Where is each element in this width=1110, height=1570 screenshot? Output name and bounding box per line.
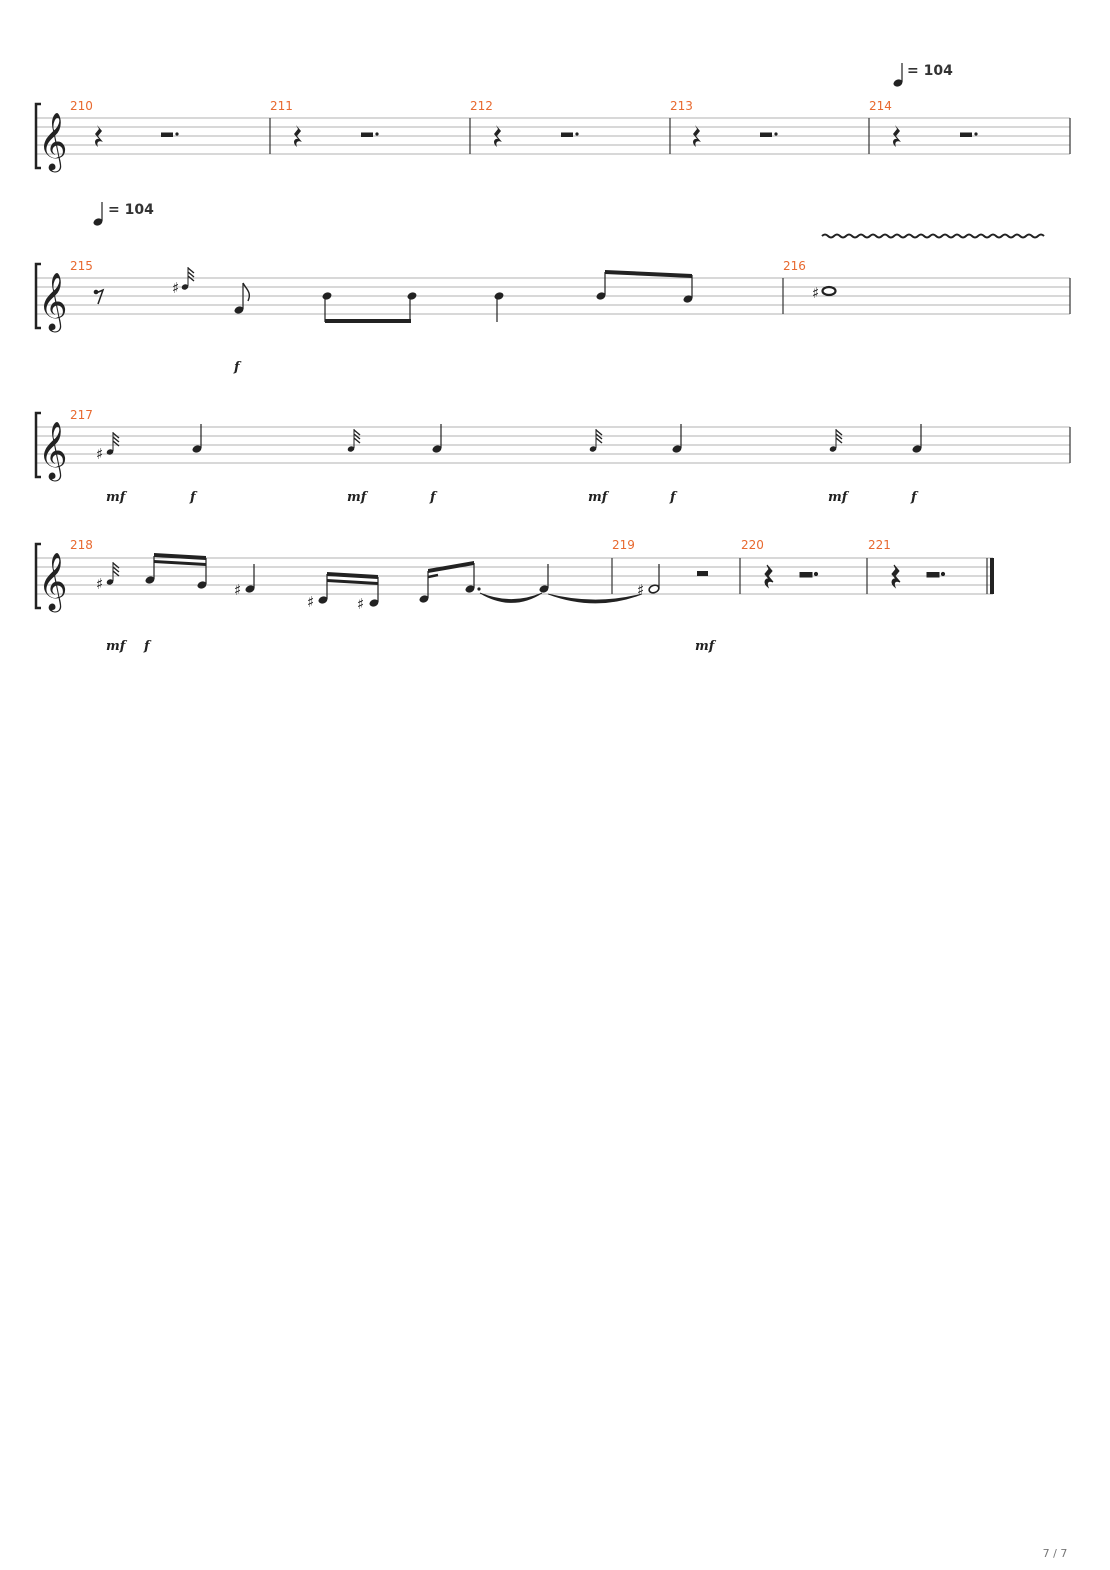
grace-note [96, 432, 119, 463]
staff-lines [36, 118, 1070, 154]
measure-number: 221 [868, 538, 891, 552]
eighth-rest [94, 290, 103, 304]
dynamic-mark: mf [588, 490, 608, 505]
dynamic-mark: mf [828, 490, 848, 505]
half-rest [697, 571, 708, 576]
svg-text:♯: ♯ [96, 575, 104, 593]
beamed-sixteenths [145, 553, 208, 590]
dynamic-mark: f [670, 490, 676, 505]
quarter-note [539, 564, 550, 594]
tempo-text: = 104 [108, 202, 154, 218]
treble-clef: 𝄞 [38, 112, 68, 170]
grace-note [347, 429, 360, 453]
dynamic-mark: f [234, 360, 240, 375]
measure-number: 210 [70, 99, 93, 113]
measure-number: 214 [869, 99, 892, 113]
measure-number: 220 [741, 538, 764, 552]
quarter-note [494, 291, 505, 322]
tie [480, 593, 542, 603]
svg-text:♯: ♯ [812, 284, 820, 302]
measure-number: 218 [70, 538, 93, 552]
system-3 [36, 408, 1070, 505]
treble-clef: 𝄞 [38, 421, 68, 479]
tempo-mark [93, 202, 155, 227]
dynamic-mark: f [144, 639, 150, 654]
beamed-sixteenths [307, 572, 379, 613]
dynamic-mark: f [911, 490, 917, 505]
dynamic-mark: mf [695, 639, 715, 654]
eighth-note [234, 283, 250, 315]
system-1 [36, 63, 1070, 173]
dotted-rhythm [419, 561, 481, 604]
page-number: 7 / 7 [1042, 1547, 1068, 1560]
final-barline [990, 558, 994, 594]
measure-number: 217 [70, 408, 93, 422]
system-4 [36, 538, 994, 654]
staff-lines [36, 278, 1070, 314]
dynamic-mark: mf [347, 490, 367, 505]
grace-note [589, 429, 602, 453]
measure-number: 219 [612, 538, 635, 552]
tempo-mark [893, 63, 954, 88]
svg-text:♯: ♯ [307, 593, 315, 611]
vibrato-line [822, 235, 1044, 238]
tie [548, 594, 642, 603]
dynamic-mark: f [190, 490, 196, 505]
staff-lines [36, 427, 1070, 463]
notes [96, 553, 945, 613]
tempo-text: = 104 [907, 63, 953, 79]
measure-number: 212 [470, 99, 493, 113]
grace-note [829, 429, 842, 453]
svg-text:♯: ♯ [234, 581, 242, 599]
notes [96, 424, 922, 463]
dynamic-mark: mf [106, 490, 126, 505]
dynamic-mark: f [430, 490, 436, 505]
dynamic-mark: mf [106, 639, 126, 654]
quarter-note [672, 424, 683, 454]
svg-text:♯: ♯ [637, 581, 645, 599]
measure-number: 215 [70, 259, 93, 273]
measure-number: 213 [670, 99, 693, 113]
treble-clef: 𝄞 [38, 552, 68, 610]
quarter-note [432, 424, 443, 454]
svg-text:♯: ♯ [96, 445, 104, 463]
quarter-note [192, 424, 203, 454]
svg-text:♯: ♯ [357, 595, 365, 613]
quarter-note [912, 424, 923, 454]
treble-clef: 𝄞 [38, 272, 68, 330]
measure-number: 211 [270, 99, 293, 113]
svg-text:♯: ♯ [172, 279, 180, 297]
notes [94, 267, 836, 323]
grace-note [172, 267, 194, 297]
measure-number: 216 [783, 259, 806, 273]
system-2 [36, 202, 1070, 375]
